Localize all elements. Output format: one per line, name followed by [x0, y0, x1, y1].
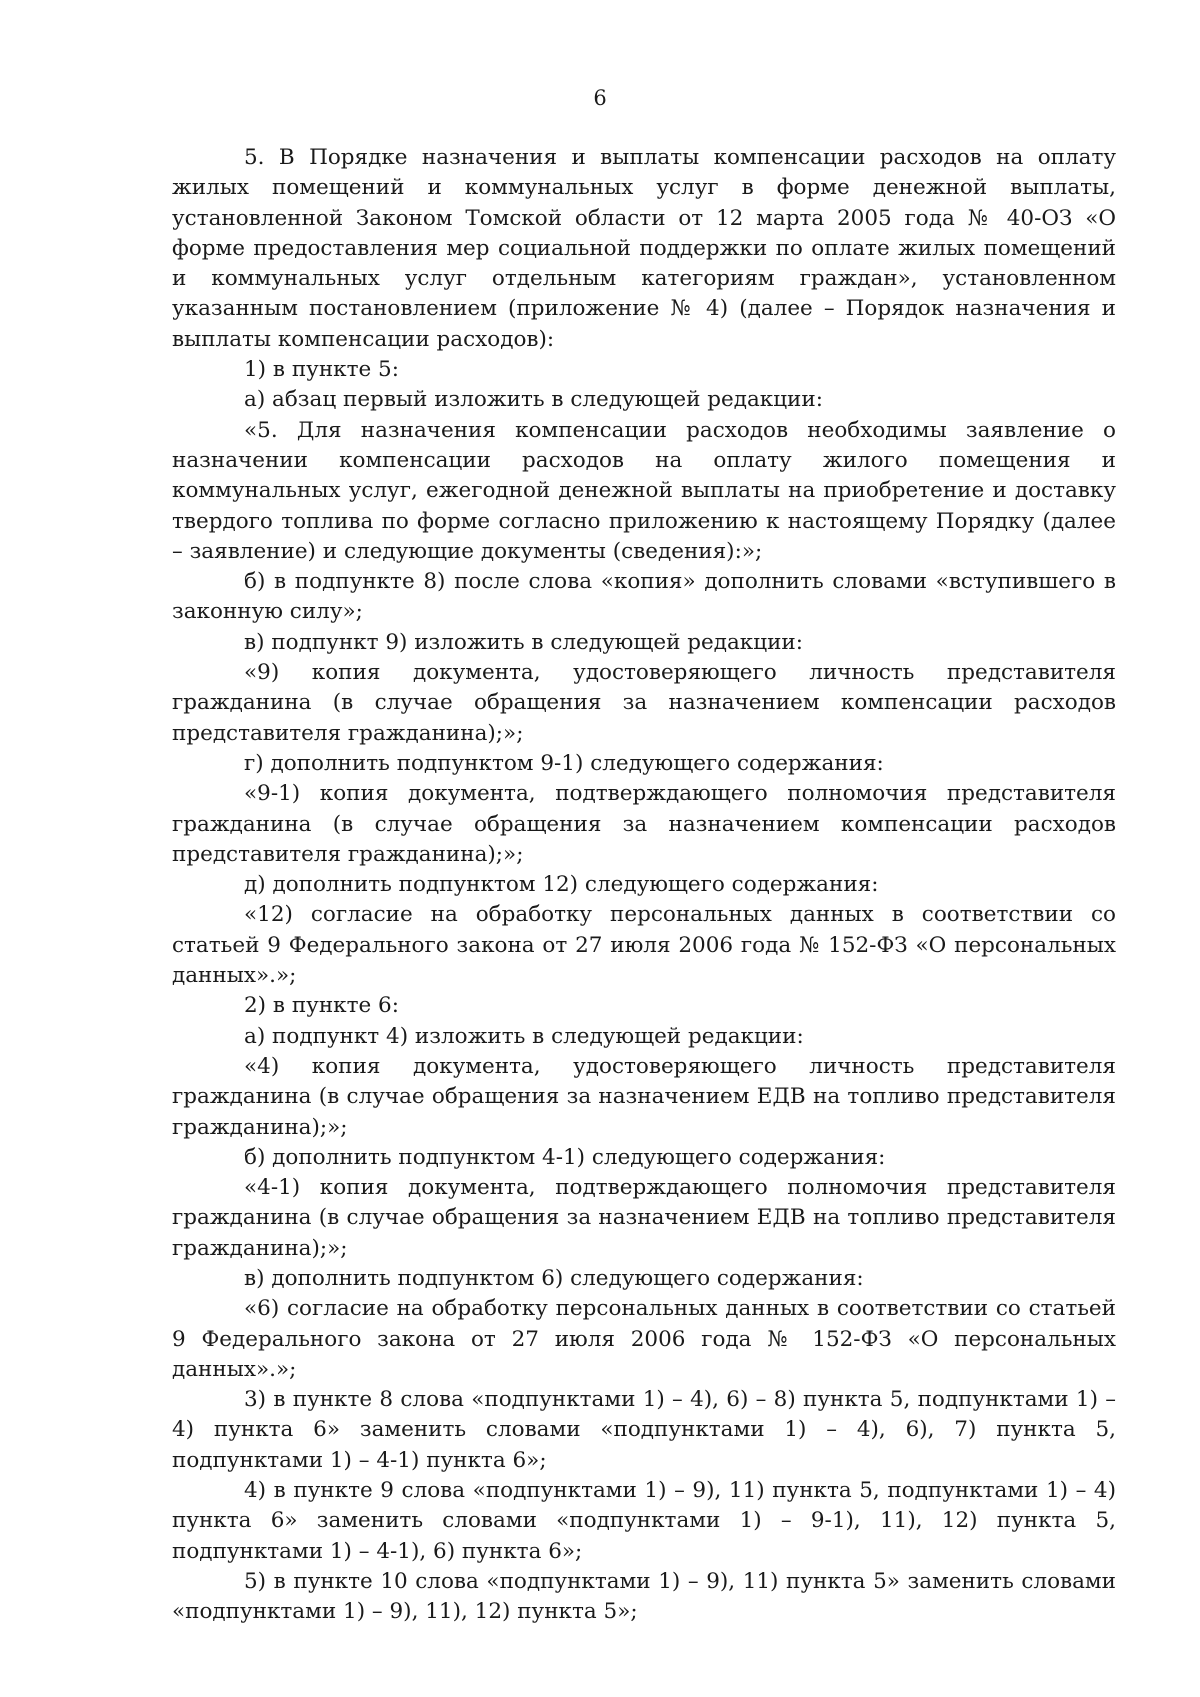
paragraph-quote-6: «6) согласие на обработку персональных данных в соответствии со статьей 9 Федерального закона от 27 июля 2006 года № 152-ФЗ «О персональных данных».»;	[172, 1296, 1116, 1382]
paragraph-subitem-1v: в) подпункт 9) изложить в следующей редакции:	[244, 629, 803, 655]
paragraph-item-5-intro: 5. В Порядке назначения и выплаты компенсации расходов на оплату жилых помещений и коммунальных услуг в форме денежной выплаты, установленной Законом Томской области от 12 марта 2005 года № 40-ОЗ «О форме предоставления мер социальной поддержки по оплате жилых помещений и коммунальных услуг отдельным категориям граждан», установленном указанным постановлением (приложение № 4) (далее – Порядок назначения и выплаты компенсации расходов):	[172, 145, 1116, 352]
paragraph-subitem-4: 4) в пункте 9 слова «подпунктами 1) – 9), 11) пункта 5, подпунктами 1) – 4) пункта 6» заменить словами «подпунктами 1) – 9-1), 11), 12) пункта 5, подпунктами 1) – 4-1), 6) пункта 6»;	[172, 1478, 1116, 1564]
paragraph-subitem-2v: в) дополнить подпунктом 6) следующего содержания:	[244, 1265, 864, 1291]
paragraph-subitem-1g: г) дополнить подпунктом 9-1) следующего содержания:	[244, 750, 884, 776]
paragraph-quote-9-1: «9-1) копия документа, подтверждающего полномочия представителя гражданина (в случае обращения за назначением компенсации расходов представителя гражданина);»;	[172, 781, 1116, 867]
paragraph-subitem-1d: д) дополнить подпунктом 12) следующего содержания:	[244, 872, 879, 898]
paragraph-subitem-2b: б) дополнить подпунктом 4-1) следующего содержания:	[244, 1144, 886, 1170]
paragraph-subitem-1b: б) в подпункте 8) после слова «копия» дополнить словами «вступившего в законную силу»;	[172, 569, 1116, 625]
paragraph-quote-9: «9) копия документа, удостоверяющего личность представителя гражданина (в случае обращения за назначением компенсации расходов представителя гражданина);»;	[172, 660, 1116, 746]
paragraph-quote-12: «12) согласие на обработку персональных данных в соответствии со статьей 9 Федерального закона от 27 июля 2006 года № 152-ФЗ «О персональных данных».»;	[172, 902, 1116, 989]
page-number: 6	[593, 86, 607, 110]
paragraph-quote-4: «4) копия документа, удостоверяющего личность представителя гражданина (в случае обращения за назначением ЕДВ на топливо представителя гражданина);»;	[172, 1053, 1116, 1140]
paragraph-quote-4-1: «4-1) копия документа, подтверждающего полномочия представителя гражданина (в случае обращения за назначением ЕДВ на топливо представителя гражданина);»;	[172, 1175, 1116, 1261]
paragraph-subitem-2: 2) в пункте 6:	[244, 993, 399, 1019]
paragraph-subitem-2a: а) подпункт 4) изложить в следующей редакции:	[244, 1023, 804, 1049]
paragraph-subitem-1a: а) абзац первый изложить в следующей редакции:	[244, 387, 823, 413]
document-body	[172, 143, 1116, 1628]
paragraph-subitem-3: 3) в пункте 8 слова «подпунктами 1) – 4), 6) – 8) пункта 5, подпунктами 1) – 4) пункта 6» заменить словами «подпунктами 1) – 4), 6), 7) пункта 5, подпунктами 1) – 4-1) пункта 6»;	[172, 1387, 1116, 1473]
paragraph-subitem-1: 1) в пункте 5:	[244, 357, 399, 383]
paragraph-quote-5: «5. Для назначения компенсации расходов необходимы заявление о назначении компенсации расходов на оплату жилого помещения и коммунальных услуг, ежегодной денежной выплаты на приобретение и доставку твердого топлива по форме согласно приложению к настоящему Порядку (далее – заявление) и следующие документы (сведения):»;	[172, 417, 1116, 564]
paragraph-subitem-5: 5) в пункте 10 слова «подпунктами 1) – 9), 11) пункта 5» заменить словами «подпунктами 1) – 9), 11), 12) пункта 5»;	[172, 1568, 1116, 1625]
